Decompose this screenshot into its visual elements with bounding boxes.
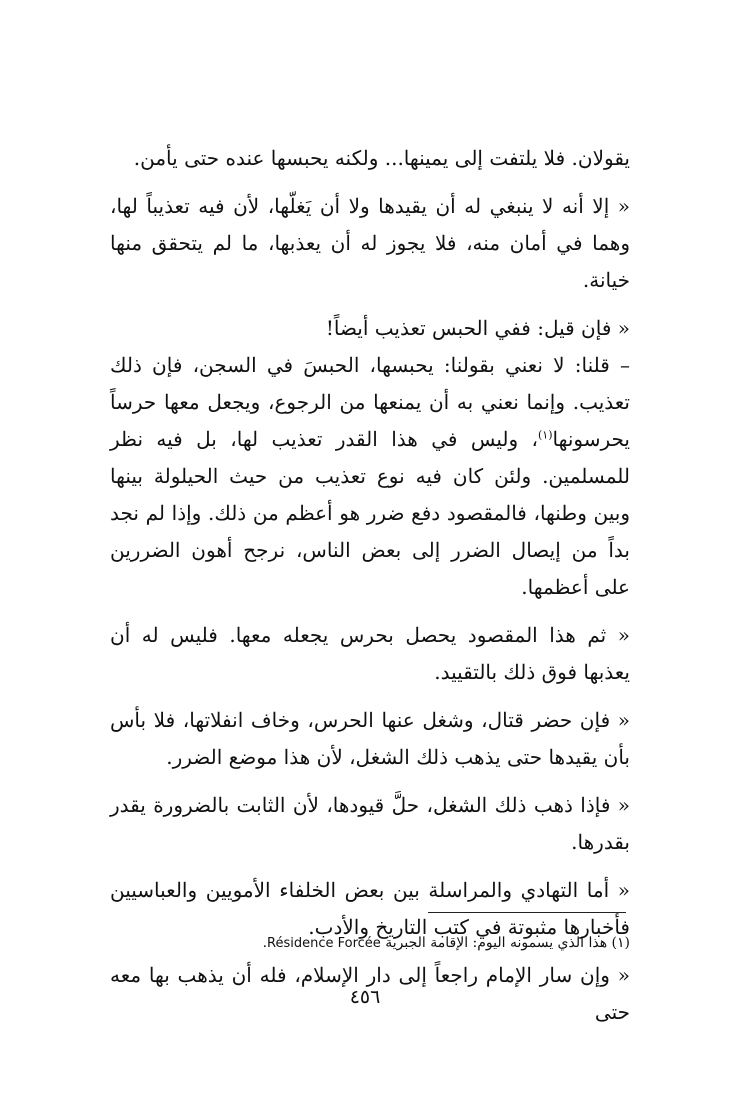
paragraph-4-end: ، وليس في هذا القدر تعذيب لها، بل فيه نظر للمسلمين. ولئن كان فيه نوع تعذيب من حيث الحيلولة بينها وبين وطنها، فالمقصود دفع ضرر هو أعظم من ذلك. وإذا لم نجد بداً من إيصال الضرر إلى بعض الناس، نرجح أهون الضررين على أعظمها. [110, 427, 630, 599]
paragraph-3: « فإن قيل: ففي الحبس تعذيب أيضاً! [325, 316, 630, 340]
paragraph-4-start: – قلنا: لا نعني بقولنا: يحبسها، الحبسَ في السجن، فإن ذلك تعذيب. وإنما نعني به أن يمنعها من الرجوع، ويجعل معها حرساً يحرسونها [110, 353, 630, 451]
footnote-text: هذا الذي يسمونه اليوم: الإقامة الجبرية [385, 935, 608, 951]
paragraph-9: « وإن سار الإمام راجعاً إلى دار الإسلام، فله أن يذهب بها معه حتى [110, 963, 630, 1024]
page-number: ٤٥٦ [349, 986, 381, 1008]
footnote-mark: (١) [611, 935, 630, 951]
footnote-divider [428, 912, 626, 913]
paragraph-5: « ثم هذا المقصود يحصل بحرس يجعله معها. فليس له أن يعذبها فوق ذلك بالتقييد. [110, 623, 630, 684]
paragraph-8: « أما التهادي والمراسلة بين بعض الخلفاء الأمويين والعباسيين فأخبارها مثبوتة في كتب التاريخ والأدب. [110, 878, 630, 939]
footnote: (١) هذا الذي يسمونه اليوم: الإقامة الجبرية Résidence Forcée. [262, 935, 630, 951]
main-text [110, 140, 630, 1031]
paragraph-1: يقولان. فلا يلتفت إلى يمينها... ولكنه يحبسها عنده حتى يأمن. [133, 146, 630, 170]
footnote-latin-term: Résidence Forcée [267, 936, 381, 951]
paragraph-6: « فإن حضر قتال، وشغل عنها الحرس، وخاف انفلاتها، فلا بأس بأن يقيدها حتى يذهب ذلك الشغل، لأن هذا موضع الضرر. [110, 708, 630, 769]
paragraph-2: « إلا أنه لا ينبغي له أن يقيدها ولا أن يَغلّها، لأن فيه تعذيباً لها، وهما في أمان منه، فلا يجوز له أن يعذبها، ما لم يتحقق منها خيانة. [110, 194, 630, 292]
paragraph-7: « فإذا ذهب ذلك الشغل، حلَّ قيودها، لأن الثابت بالضرورة يقدر بقدرها. [110, 793, 630, 854]
footnote-reference[interactable]: (١) [538, 428, 553, 442]
paragraph-4 [110, 347, 630, 606]
